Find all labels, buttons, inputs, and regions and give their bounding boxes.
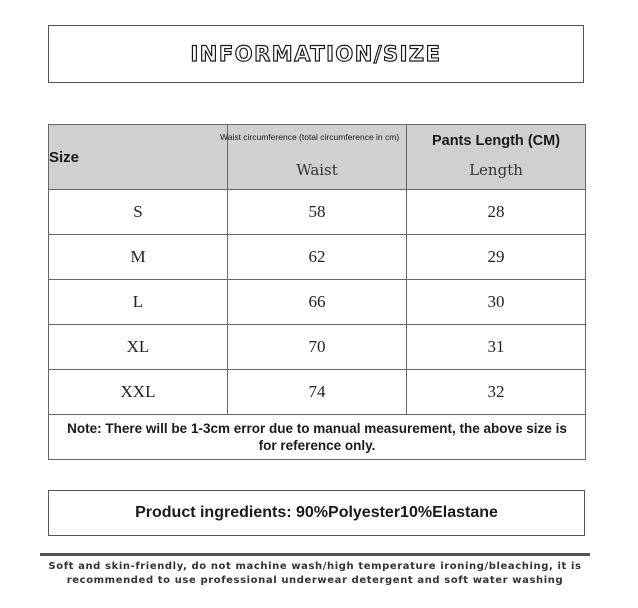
divider xyxy=(40,553,590,556)
length-cell: 31 xyxy=(407,325,586,370)
length-header xyxy=(407,125,586,190)
waist-label: Waist xyxy=(296,161,338,179)
ingredients-text: Product ingredients: 90%Polyester10%Elastane xyxy=(135,504,498,521)
waist-cell: 58 xyxy=(228,190,407,235)
size-header: Size xyxy=(49,125,228,190)
waist-cell: 70 xyxy=(228,325,407,370)
table-row xyxy=(49,325,586,370)
ingredients-box xyxy=(48,490,585,536)
waist-note: Waist circumference (total circumference in cm) xyxy=(220,132,400,142)
length-label: Length xyxy=(469,161,523,179)
size-cell: L xyxy=(49,280,228,325)
size-cell: XXL xyxy=(49,370,228,415)
waist-header xyxy=(220,125,407,190)
size-table xyxy=(48,124,586,460)
length-cell: 29 xyxy=(407,235,586,280)
length-cell: 32 xyxy=(407,370,586,415)
note-row xyxy=(49,415,586,460)
table-row xyxy=(49,280,586,325)
length-cell: 28 xyxy=(407,190,586,235)
waist-cell: 62 xyxy=(228,235,407,280)
table-row xyxy=(49,235,586,280)
length-cell: 30 xyxy=(407,280,586,325)
table-header-row xyxy=(49,125,586,190)
waist-cell: 74 xyxy=(228,370,407,415)
table-row xyxy=(49,190,586,235)
care-instructions: Soft and skin-friendly, do not machine wash/high temperature ironing/bleaching, it is recommended to use professional underwear detergent and soft water washing xyxy=(48,561,582,586)
size-cell: S xyxy=(49,190,228,235)
size-cell: M xyxy=(49,235,228,280)
length-title: Pants Length (CM) xyxy=(431,133,561,149)
measurement-note: Note: There will be 1-3cm error due to manual measurement, the above size is for reference only. xyxy=(49,415,586,460)
table-row xyxy=(49,370,586,415)
title-box xyxy=(48,25,584,83)
page-title: INFORMATION/SIZE xyxy=(190,42,442,66)
waist-cell: 66 xyxy=(228,280,407,325)
size-cell: XL xyxy=(49,325,228,370)
